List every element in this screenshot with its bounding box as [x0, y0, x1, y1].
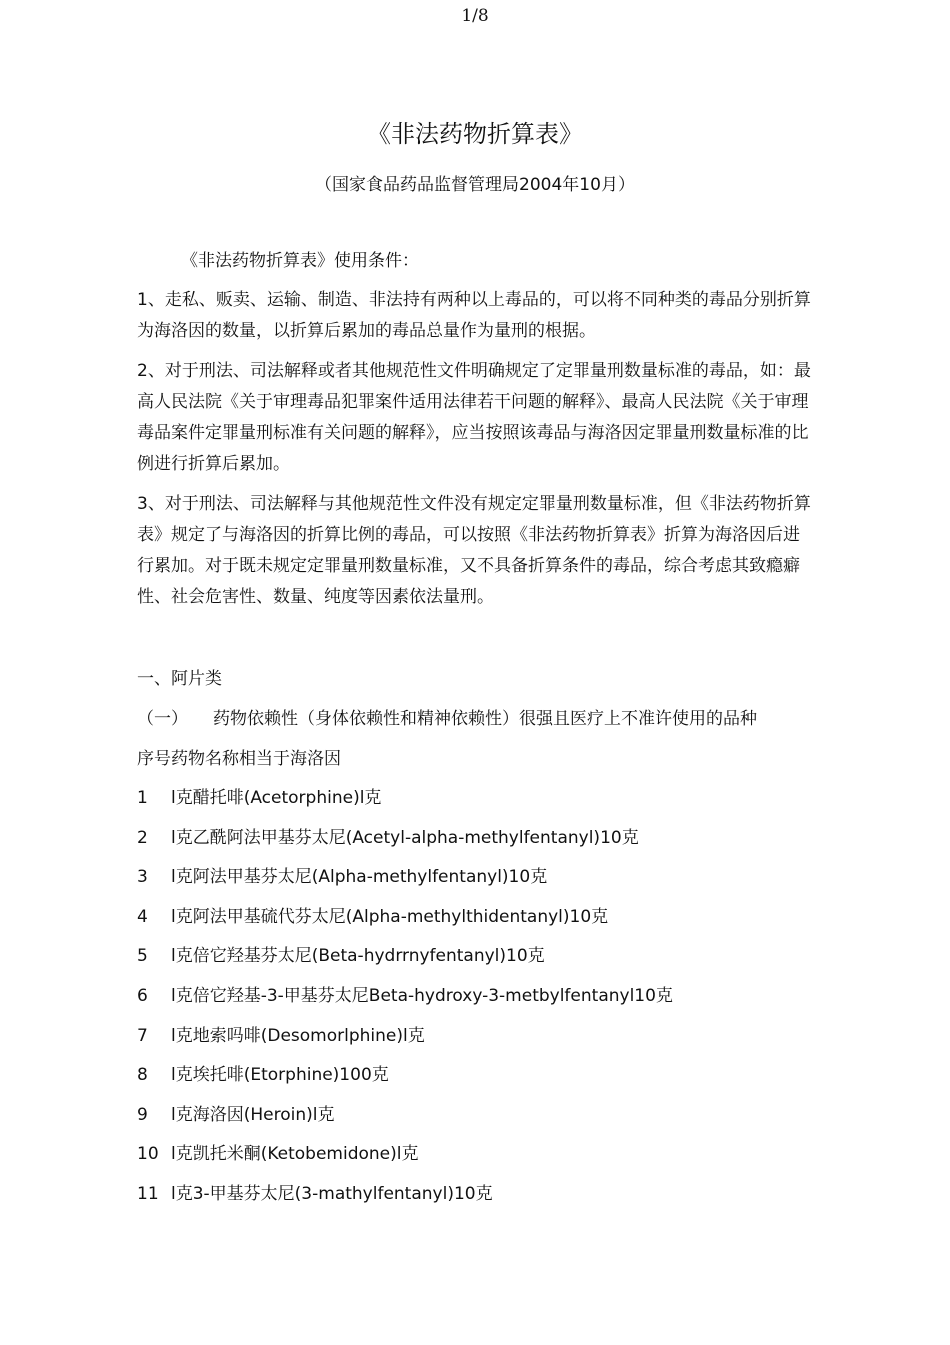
drug-entry — [137, 941, 812, 972]
entry-text: l克倍它羟基-3-甲基芬太尼Beta-hydroxy-3-metbylfentanyl10克 — [171, 985, 673, 1006]
drug-list — [137, 783, 812, 1210]
drug-entry — [137, 862, 812, 893]
entry-number: 4 — [137, 906, 148, 927]
drug-entry — [137, 902, 812, 933]
entry-number: 8 — [137, 1065, 148, 1086]
page-number: 1/8 — [461, 6, 489, 26]
entry-number: 3 — [137, 867, 148, 888]
drug-entry — [137, 1060, 812, 1091]
entry-number: 1 — [137, 788, 148, 808]
drug-entry — [137, 1100, 812, 1131]
drug-entry — [137, 1139, 812, 1170]
document-body — [137, 246, 812, 1219]
condition-paragraph-2: 2、对于刑法、司法解释或者其他规范性文件明确规定了定罪量刑数量标准的毒品，如：最高人民法院《关于审理毒品犯罪案件适用法律若干问题的解释》、最高人民法院《关于审理毒品案件定罪量刑标准有关问题的解释》，应当按照该毒品与海洛因定罪量刑数量标准的比例进行折算后累加。 — [137, 361, 811, 474]
entry-number: 6 — [137, 985, 148, 1006]
entry-text: l克埃托啡(Etorphine)100克 — [171, 1065, 389, 1086]
condition-paragraph-1: 1、走私、贩卖、运输、制造、非法持有两种以上毒品的，可以将不同种类的毒品分别折算为海洛因的数量，以折算后累加的毒品总量作为量刑的根据。 — [137, 290, 811, 341]
drug-entry — [137, 823, 812, 854]
entry-number: 9 — [137, 1104, 148, 1125]
conditions-heading: 《非法药物折算表》使用条件： — [181, 251, 419, 271]
document-title: 《非法药物折算表》 — [367, 120, 583, 148]
subsection-label: （一） — [137, 709, 188, 729]
drug-entry — [137, 981, 812, 1012]
drug-entry — [137, 1179, 812, 1210]
entry-number: 5 — [137, 946, 148, 967]
drug-entry — [137, 1021, 812, 1052]
entry-number: 11 — [137, 1183, 159, 1204]
table-header: 序号药物名称相当于海洛因 — [137, 749, 341, 769]
entry-text: l克凯托米酮(Ketobemidone)l克 — [171, 1144, 419, 1165]
subsection-heading — [137, 704, 812, 735]
entry-text: l克乙酰阿法甲基芬太尼(Acetyl-alpha-methylfentanyl)10克 — [171, 827, 639, 848]
condition-paragraph-3: 3、对于刑法、司法解释与其他规范性文件没有规定定罪量刑数量标准，但《非法药物折算表》规定了与海洛因的折算比例的毒品，可以按照《非法药物折算表》折算为海洛因后进行累加。对于既未规定定罪量刑数量标准，又不具备折算条件的毒品，综合考虑其致瘾癖性、社会危害性、数量、纯度等因素依法量刑。 — [137, 494, 811, 607]
entry-text: l克3-甲基芬太尼(3-mathylfentanyl)10克 — [171, 1183, 493, 1204]
entry-text: l克倍它羟基芬太尼(Beta-hydrrnyfentanyl)10克 — [171, 946, 545, 967]
entry-text: l克地索吗啡(Desomorlphine)l克 — [171, 1025, 425, 1046]
section-heading: 一、阿片类 — [137, 669, 222, 689]
drug-entry — [137, 783, 812, 814]
entry-number: 10 — [137, 1144, 159, 1165]
entry-text: l克阿法甲基芬太尼(Alpha-methylfentanyl)10克 — [171, 867, 548, 888]
entry-text: l克阿法甲基硫代芬太尼(Alpha-methylthidentanyl)10克 — [171, 906, 609, 927]
subsection-text: 药物依赖性（身体依赖性和精神依赖性）很强且医疗上不准许使用的品种 — [213, 709, 757, 729]
entry-text: l克海洛因(Heroin)l克 — [171, 1104, 335, 1125]
entry-number: 7 — [137, 1025, 148, 1046]
document-subtitle: （国家食品药品监督管理局2004年10月） — [315, 175, 635, 195]
entry-number: 2 — [137, 827, 148, 848]
entry-text: l克醋托啡(Acetorphine)l克 — [171, 788, 382, 808]
